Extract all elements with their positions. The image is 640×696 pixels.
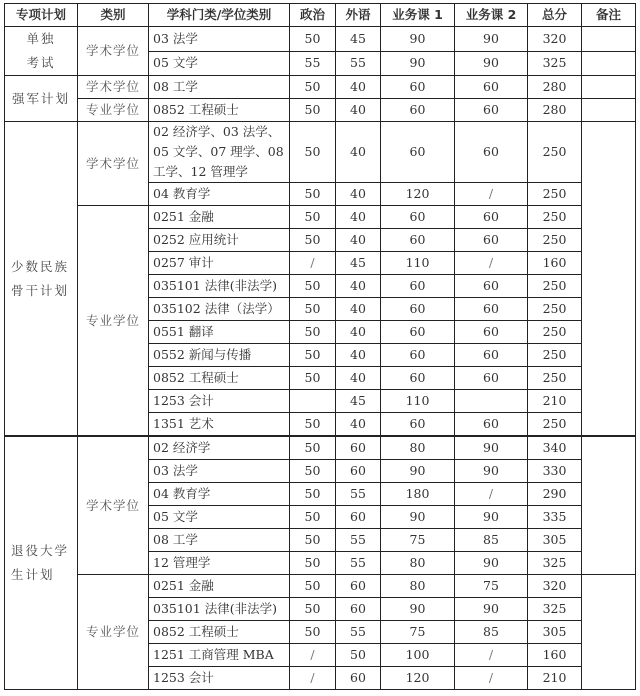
total-cell: 250	[528, 122, 582, 183]
course2-cell: 60	[455, 122, 528, 183]
course2-cell: /	[455, 667, 528, 690]
category-cell: 学术学位	[78, 436, 149, 575]
course1-cell: 90	[381, 598, 455, 621]
plan-cell	[5, 27, 78, 76]
course2-cell: 60	[455, 275, 528, 298]
foreign-cell: 60	[336, 598, 381, 621]
header-plan: 专项计划	[5, 4, 78, 27]
foreign-cell: 55	[336, 621, 381, 644]
course2-cell: 90	[455, 27, 528, 52]
politics-cell: 50	[290, 552, 336, 575]
subject-cell: 02 经济学、03 法学、05 文学、07 理学、08 工学、12 管理学	[149, 122, 290, 183]
course2-cell: 60	[455, 206, 528, 229]
header-total: 总分	[528, 4, 582, 27]
politics-cell: 50	[290, 621, 336, 644]
subject-cell: 02 经济学	[149, 436, 290, 460]
foreign-cell: 60	[336, 575, 381, 598]
course1-cell: 90	[381, 460, 455, 483]
course1-cell: 80	[381, 552, 455, 575]
total-cell: 250	[528, 183, 582, 206]
note-cell	[582, 51, 636, 76]
total-cell: 250	[528, 229, 582, 252]
total-cell: 340	[528, 436, 582, 460]
politics-cell: 50	[290, 321, 336, 344]
plan-cell	[5, 436, 78, 690]
course1-cell: 90	[381, 506, 455, 529]
politics-cell: 50	[290, 275, 336, 298]
course2-cell: 60	[455, 367, 528, 390]
total-cell: 210	[528, 390, 582, 413]
foreign-cell: 40	[336, 76, 381, 99]
total-cell: 290	[528, 483, 582, 506]
politics-cell: /	[290, 667, 336, 690]
foreign-cell: 60	[336, 460, 381, 483]
category-cell: 专业学位	[78, 575, 149, 690]
category-cell: 学术学位	[78, 27, 149, 76]
plan-label-line: 考试	[26, 55, 56, 70]
course2-cell: 90	[455, 506, 528, 529]
course2-cell: 90	[455, 436, 528, 460]
course1-cell: 60	[381, 298, 455, 321]
plan-cell: 强军计划	[5, 76, 78, 122]
foreign-cell: 40	[336, 122, 381, 183]
course1-cell: 60	[381, 122, 455, 183]
note-cell	[582, 76, 636, 99]
course1-cell: 90	[381, 27, 455, 52]
foreign-cell: 55	[336, 529, 381, 552]
plan-label-line: 退役大学	[11, 543, 70, 558]
course2-cell: 60	[455, 298, 528, 321]
table-row	[5, 76, 636, 99]
foreign-cell: 40	[336, 275, 381, 298]
subject-cell: 05 文学	[149, 51, 290, 76]
politics-cell: 50	[290, 460, 336, 483]
category-cell: 学术学位	[78, 122, 149, 206]
table-row	[5, 575, 636, 598]
total-cell: 250	[528, 321, 582, 344]
foreign-cell: 40	[336, 321, 381, 344]
score-table-container	[4, 3, 636, 690]
course1-cell: 100	[381, 644, 455, 667]
course1-cell: 80	[381, 575, 455, 598]
subject-cell: 03 法学	[149, 460, 290, 483]
subject-cell: 1253 会计	[149, 390, 290, 413]
table-row	[5, 436, 636, 460]
subject-cell: 0552 新闻与传播	[149, 344, 290, 367]
foreign-cell: 40	[336, 183, 381, 206]
plan-label-line: 骨干计划	[11, 282, 70, 298]
total-cell: 325	[528, 51, 582, 76]
politics-cell: 50	[290, 575, 336, 598]
politics-cell: 50	[290, 99, 336, 122]
course1-cell: 60	[381, 76, 455, 99]
total-cell: 250	[528, 206, 582, 229]
subject-cell: 0251 金融	[149, 575, 290, 598]
course2-cell: /	[455, 644, 528, 667]
politics-cell: 50	[290, 206, 336, 229]
header-course-1: 业务课 1	[381, 4, 455, 27]
table-row	[5, 206, 636, 229]
course1-cell: 60	[381, 344, 455, 367]
category-cell: 专业学位	[78, 206, 149, 437]
subject-cell: 0852 工程硕士	[149, 99, 290, 122]
politics-cell: 50	[290, 483, 336, 506]
foreign-cell: 60	[336, 506, 381, 529]
course1-cell: 60	[381, 229, 455, 252]
subject-cell: 1253 会计	[149, 667, 290, 690]
course2-cell: 85	[455, 621, 528, 644]
course1-cell: 120	[381, 667, 455, 690]
plan-cell	[5, 122, 78, 437]
course2-cell: 90	[455, 598, 528, 621]
course2-cell: 60	[455, 99, 528, 122]
politics-cell: 50	[290, 76, 336, 99]
total-cell: 325	[528, 598, 582, 621]
course1-cell: 60	[381, 413, 455, 437]
course2-cell: /	[455, 483, 528, 506]
politics-cell	[290, 390, 336, 413]
table-row	[5, 99, 636, 122]
total-cell: 250	[528, 413, 582, 437]
politics-cell: 50	[290, 598, 336, 621]
plan-label-line: 生计划	[11, 567, 55, 582]
politics-cell: /	[290, 644, 336, 667]
politics-cell: 50	[290, 436, 336, 460]
header-politics: 政治	[290, 4, 336, 27]
foreign-cell: 40	[336, 344, 381, 367]
foreign-cell: 50	[336, 644, 381, 667]
note-cell	[582, 575, 636, 690]
total-cell: 250	[528, 367, 582, 390]
foreign-cell: 45	[336, 252, 381, 275]
course1-cell: 80	[381, 436, 455, 460]
subject-cell: 1251 工商管理 MBA	[149, 644, 290, 667]
course1-cell: 90	[381, 51, 455, 76]
course2-cell: 85	[455, 529, 528, 552]
politics-cell: 50	[290, 344, 336, 367]
category-cell: 专业学位	[78, 99, 149, 122]
politics-cell: 55	[290, 51, 336, 76]
course2-cell	[455, 390, 528, 413]
category-cell: 学术学位	[78, 76, 149, 99]
course2-cell: 60	[455, 229, 528, 252]
subject-cell: 0551 翻译	[149, 321, 290, 344]
subject-cell: 035102 法律（法学）	[149, 298, 290, 321]
total-cell: 160	[528, 252, 582, 275]
foreign-cell: 60	[336, 436, 381, 460]
total-cell: 320	[528, 27, 582, 52]
foreign-cell: 55	[336, 483, 381, 506]
foreign-cell: 55	[336, 552, 381, 575]
subject-cell: 035101 法律(非法学)	[149, 598, 290, 621]
course2-cell: 60	[455, 76, 528, 99]
header-category: 类别	[78, 4, 149, 27]
subject-cell: 035101 法律(非法学)	[149, 275, 290, 298]
course2-cell: 60	[455, 344, 528, 367]
subject-cell: 04 教育学	[149, 483, 290, 506]
foreign-cell: 45	[336, 27, 381, 52]
total-cell: 210	[528, 667, 582, 690]
subject-cell: 12 管理学	[149, 552, 290, 575]
table-row	[5, 122, 636, 183]
politics-cell: 50	[290, 367, 336, 390]
total-cell: 335	[528, 506, 582, 529]
course2-cell: 90	[455, 460, 528, 483]
foreign-cell: 45	[336, 390, 381, 413]
total-cell: 320	[528, 575, 582, 598]
course1-cell: 110	[381, 390, 455, 413]
subject-cell: 0251 金融	[149, 206, 290, 229]
subject-cell: 03 法学	[149, 27, 290, 52]
course1-cell: 180	[381, 483, 455, 506]
course1-cell: 60	[381, 206, 455, 229]
subject-cell: 08 工学	[149, 76, 290, 99]
note-cell	[582, 436, 636, 575]
course1-cell: 60	[381, 275, 455, 298]
course1-cell: 60	[381, 99, 455, 122]
foreign-cell: 55	[336, 51, 381, 76]
course1-cell: 60	[381, 367, 455, 390]
foreign-cell: 40	[336, 413, 381, 437]
course2-cell: 90	[455, 552, 528, 575]
politics-cell: 50	[290, 506, 336, 529]
politics-cell: 50	[290, 298, 336, 321]
politics-cell: 50	[290, 183, 336, 206]
politics-cell: /	[290, 252, 336, 275]
politics-cell: 50	[290, 122, 336, 183]
total-cell: 330	[528, 460, 582, 483]
header-subject: 学科门类/学位类别	[149, 4, 290, 27]
course2-cell: 60	[455, 413, 528, 437]
total-cell: 280	[528, 76, 582, 99]
subject-cell: 0257 审计	[149, 252, 290, 275]
total-cell: 305	[528, 529, 582, 552]
foreign-cell: 40	[336, 298, 381, 321]
note-cell	[582, 122, 636, 437]
subject-cell: 04 教育学	[149, 183, 290, 206]
score-requirements-table	[4, 3, 636, 690]
note-cell	[582, 27, 636, 52]
total-cell: 250	[528, 275, 582, 298]
table-row	[5, 27, 636, 52]
politics-cell: 50	[290, 529, 336, 552]
politics-cell: 50	[290, 27, 336, 52]
course1-cell: 110	[381, 252, 455, 275]
course2-cell: 90	[455, 51, 528, 76]
note-cell	[582, 99, 636, 122]
total-cell: 305	[528, 621, 582, 644]
total-cell: 160	[528, 644, 582, 667]
politics-cell: 50	[290, 229, 336, 252]
subject-cell: 0852 工程硕士	[149, 621, 290, 644]
course1-cell: 60	[381, 321, 455, 344]
politics-cell: 50	[290, 413, 336, 437]
subject-cell: 1351 艺术	[149, 413, 290, 437]
foreign-cell: 60	[336, 667, 381, 690]
foreign-cell: 40	[336, 206, 381, 229]
header-row	[5, 4, 636, 27]
course2-cell: /	[455, 183, 528, 206]
header-note: 备注	[582, 4, 636, 27]
course2-cell: 75	[455, 575, 528, 598]
header-course-2: 业务课 2	[455, 4, 528, 27]
plan-label-line: 单独	[26, 31, 56, 46]
foreign-cell: 40	[336, 367, 381, 390]
total-cell: 325	[528, 552, 582, 575]
plan-label-line: 少数民族	[11, 258, 70, 274]
subject-cell: 05 文学	[149, 506, 290, 529]
foreign-cell: 40	[336, 99, 381, 122]
foreign-cell: 40	[336, 229, 381, 252]
course1-cell: 75	[381, 529, 455, 552]
course2-cell: /	[455, 252, 528, 275]
subject-cell: 08 工学	[149, 529, 290, 552]
total-cell: 250	[528, 298, 582, 321]
subject-cell: 0252 应用统计	[149, 229, 290, 252]
course1-cell: 75	[381, 621, 455, 644]
total-cell: 250	[528, 344, 582, 367]
course1-cell: 120	[381, 183, 455, 206]
total-cell: 280	[528, 99, 582, 122]
header-foreign-language: 外语	[336, 4, 381, 27]
subject-cell: 0852 工程硕士	[149, 367, 290, 390]
course2-cell: 60	[455, 321, 528, 344]
